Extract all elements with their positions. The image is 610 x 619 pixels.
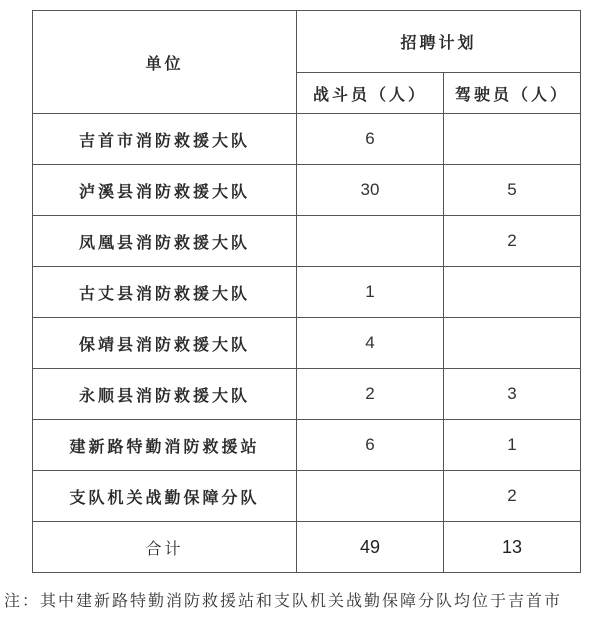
table-row [33, 471, 581, 522]
drivers-cell: 1 [444, 420, 581, 471]
unit-cell: 永顺县消防救援大队 [33, 369, 297, 420]
fighters-cell: 1 [297, 267, 444, 318]
unit-header: 单位 [33, 11, 297, 114]
fighters-cell [297, 216, 444, 267]
drivers-cell: 3 [444, 369, 581, 420]
table-row [33, 369, 581, 420]
drivers-cell: 2 [444, 216, 581, 267]
table-row [33, 318, 581, 369]
fighters-cell: 2 [297, 369, 444, 420]
header-row [33, 11, 581, 73]
total-label: 合计 [33, 522, 297, 573]
table-row [33, 216, 581, 267]
recruitment-plan-table [32, 10, 581, 573]
table-row [33, 420, 581, 471]
table-row [33, 165, 581, 216]
fighters-header: 战斗员（人） [297, 73, 444, 114]
drivers-cell: 2 [444, 471, 581, 522]
footnote: 注：其中建新路特勤消防救援站和支队机关战勤保障分队均位于吉首市 [4, 591, 563, 610]
unit-cell: 保靖县消防救援大队 [33, 318, 297, 369]
unit-cell: 吉首市消防救援大队 [33, 114, 297, 165]
fighters-cell [297, 471, 444, 522]
drivers-header: 驾驶员（人） [444, 73, 581, 114]
total-drivers: 13 [444, 522, 581, 573]
total-row [33, 522, 581, 573]
drivers-cell: 5 [444, 165, 581, 216]
unit-cell: 支队机关战勤保障分队 [33, 471, 297, 522]
fighters-cell: 6 [297, 114, 444, 165]
unit-cell: 古丈县消防救援大队 [33, 267, 297, 318]
drivers-cell [444, 114, 581, 165]
fighters-cell: 4 [297, 318, 444, 369]
table-row [33, 267, 581, 318]
fighters-cell: 6 [297, 420, 444, 471]
unit-cell: 泸溪县消防救援大队 [33, 165, 297, 216]
drivers-cell [444, 318, 581, 369]
total-fighters: 49 [297, 522, 444, 573]
drivers-cell [444, 267, 581, 318]
table-row [33, 114, 581, 165]
unit-cell: 凤凰县消防救援大队 [33, 216, 297, 267]
unit-cell: 建新路特勤消防救援站 [33, 420, 297, 471]
plan-header: 招聘计划 [297, 11, 581, 73]
fighters-cell: 30 [297, 165, 444, 216]
